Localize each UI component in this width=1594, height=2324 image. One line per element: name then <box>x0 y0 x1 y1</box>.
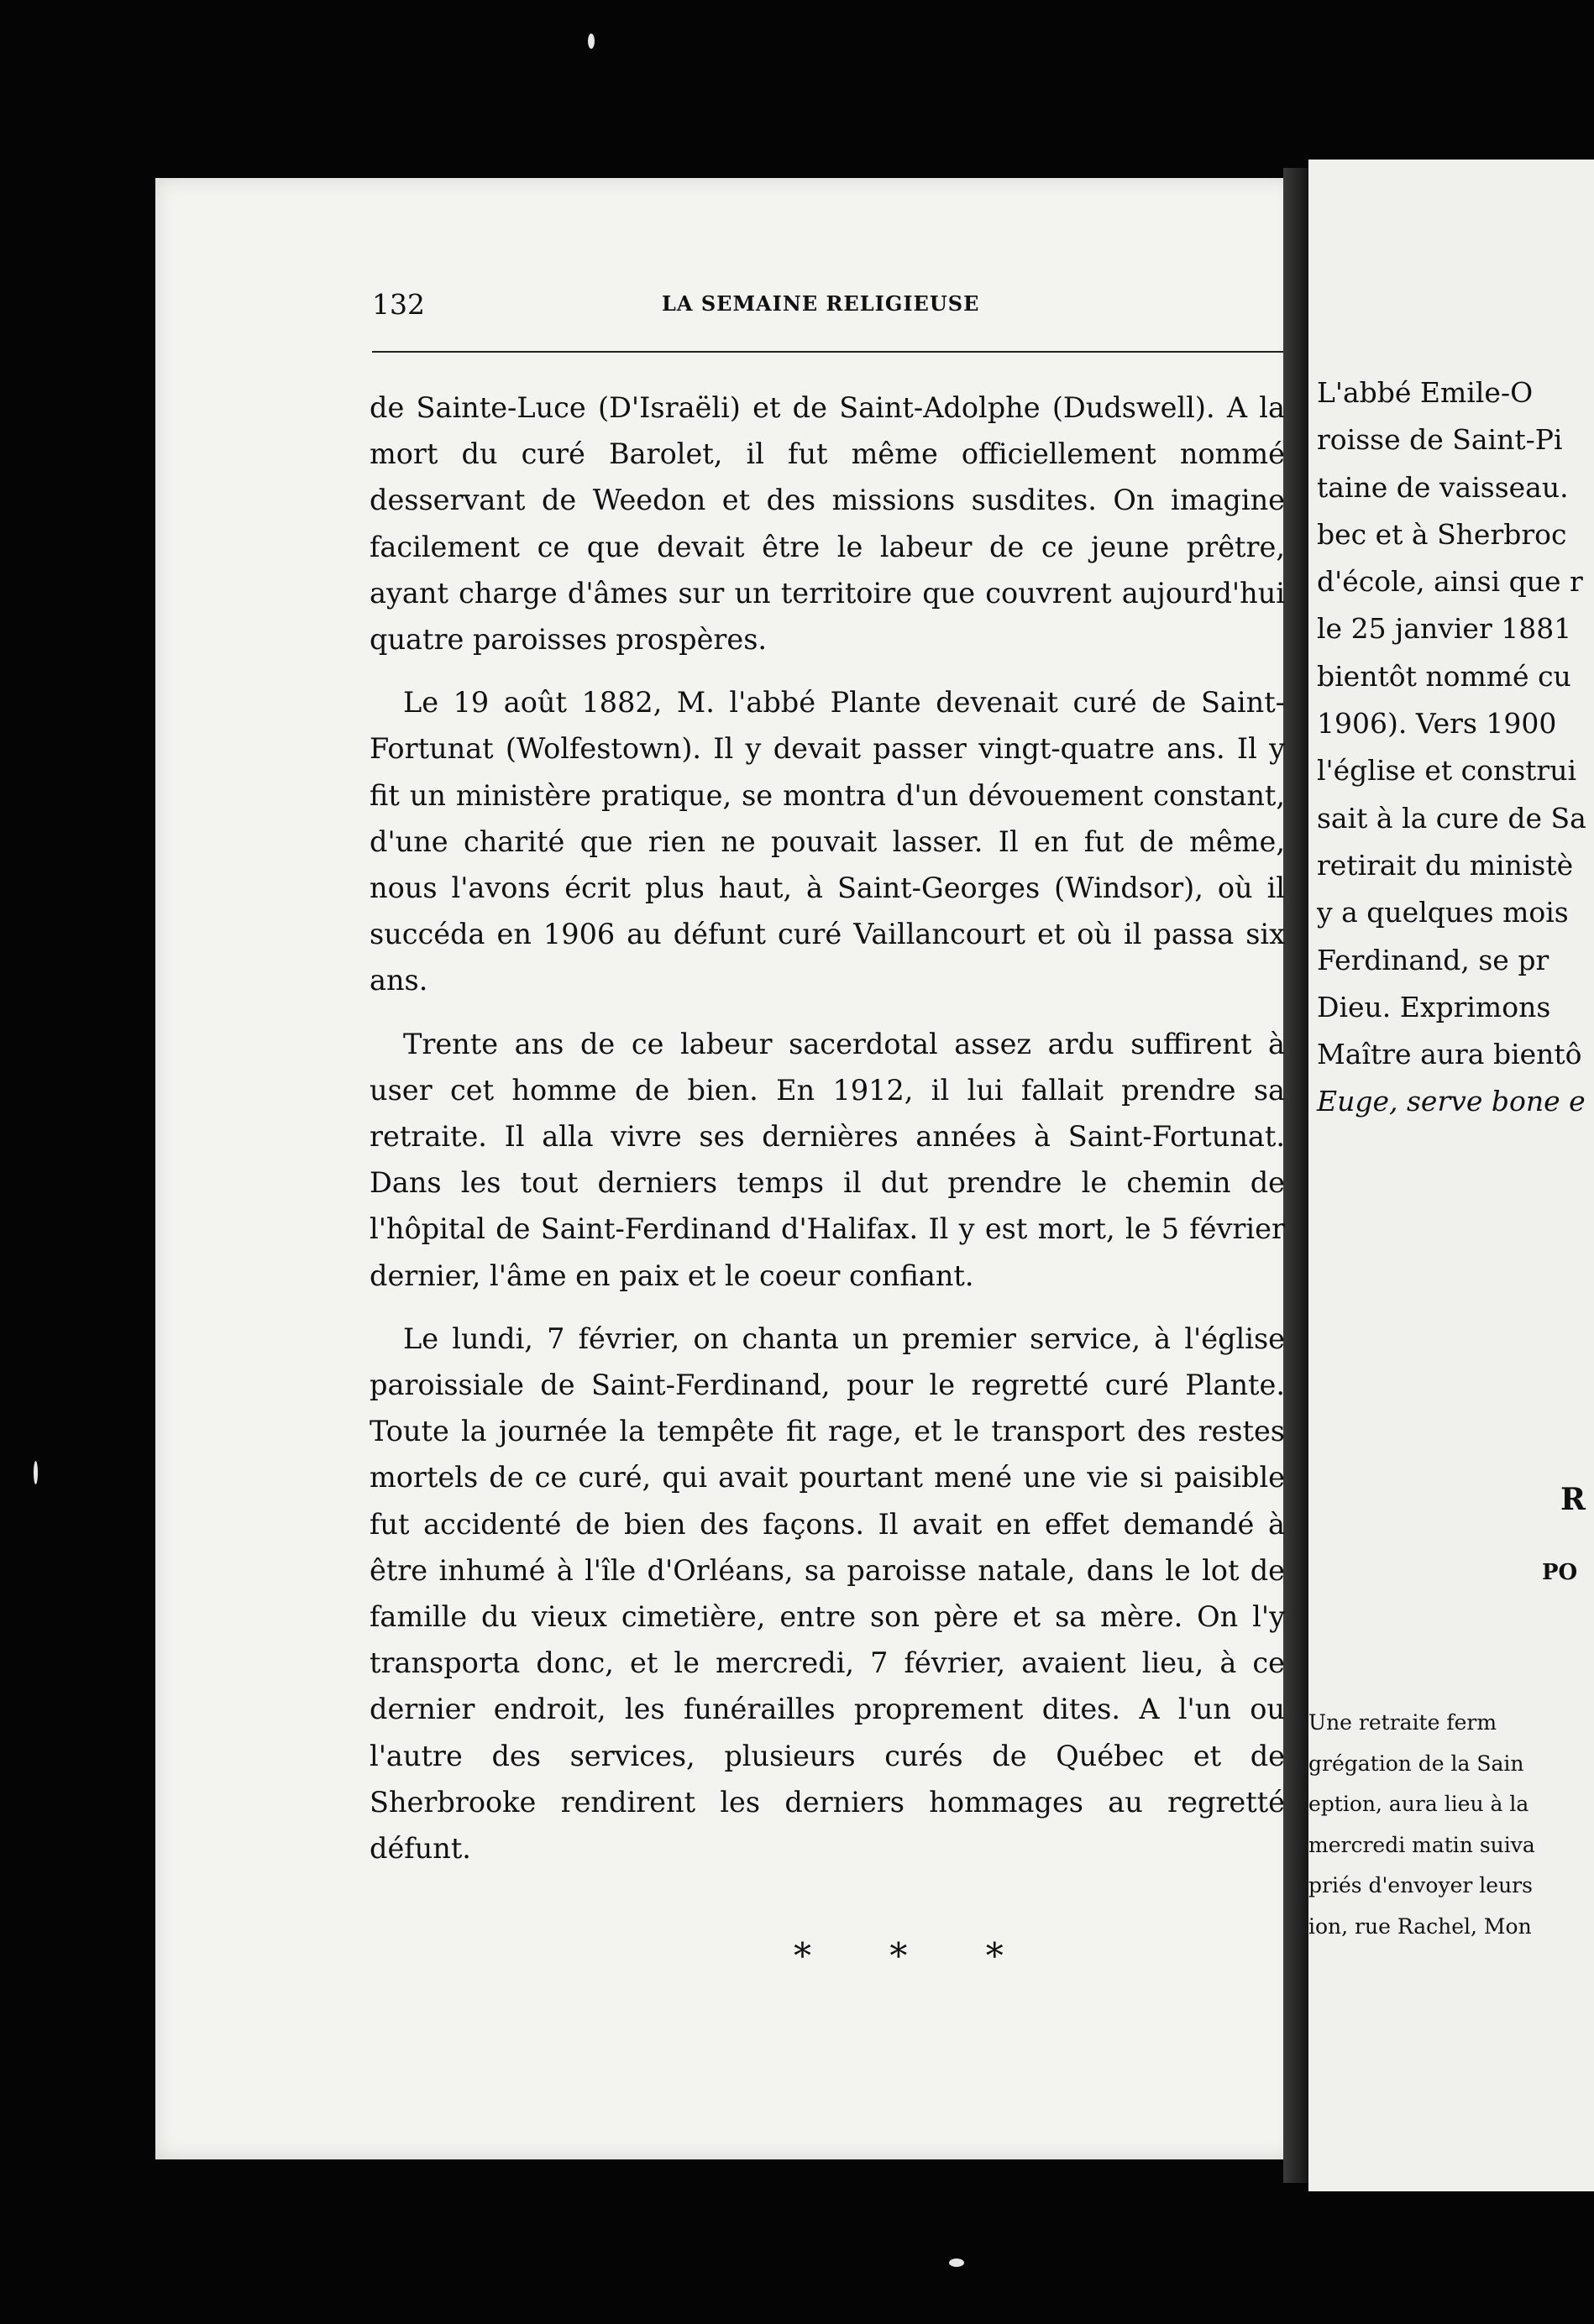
right-small-line: mercredi matin suiva <box>1308 1832 1535 1857</box>
dust-speck <box>34 1461 38 1484</box>
right-line: Maître aura bientô <box>1317 1038 1582 1071</box>
right-line: bientôt nommé cu <box>1317 659 1571 693</box>
right-line: Dieu. Exprimons <box>1317 990 1551 1023</box>
paragraph: Trente ans de ce labeur sacerdotal assez ardu suffirent à user cet homme de bien. En 1912, il lui fallait prendre sa retraite. Il alla vivre ses dernières années à Saint-Fortunat. Dans les tout derniers temps il dut prendre le chemin de l'hôpital de Saint-Ferdinand d'Halifax. Il y est mort, le 5 février dernier, l'âme en paix et le coeur confiant. <box>370 1027 1285 1292</box>
article-body <box>370 385 1285 1888</box>
right-line: l'église et construi <box>1317 754 1577 788</box>
right-line: le 25 janvier 1881 <box>1317 612 1572 646</box>
paragraph: de Sainte-Luce (D'Israëli) et de Saint-Adolphe (Dudswell). A la mort du curé Barolet, il fut même officiellement nommé desservant de Weedon et des missions susdites. On imagine facilement ce que devait être le labeur de ce jeune prêtre, ayant charge d'âmes sur un territoire que couvrent aujourd'hui quatre paroisses prospères. <box>370 391 1285 657</box>
right-line: y a quelques mois <box>1317 896 1569 929</box>
right-line: retirait du ministè <box>1317 848 1574 882</box>
right-page-text <box>1317 369 1586 1126</box>
right-line: roisse de Saint-Pi <box>1317 423 1563 457</box>
right-small-line: eption, aura lieu à la <box>1308 1792 1529 1816</box>
right-page <box>1308 160 1594 2191</box>
right-small-line: Une retraite ferm <box>1308 1710 1497 1735</box>
right-line: taine de vaisseau. <box>1317 470 1569 504</box>
right-subheading: PO <box>1542 1560 1578 1585</box>
page-number: 132 <box>372 288 425 321</box>
paragraph: Le lundi, 7 février, on chanta un premier service, à l'église paroissiale de Saint-Ferdinand, pour le regretté curé Plante. Toute la journée la tempête fit rage, et le transport des restes mortels de ce curé, qui avait pourtant mené une vie si paisible fut accidenté de bien des façons. Il avait en effet demandé à être inhumé à l'île d'Orléans, sa paroisse natale, dans le lot de famille du vieux cimetière, entre son père et sa mère. On l'y transporta donc, et le mercredi, 7 février, avaient lieu, à ce dernier endroit, les funérailles proprement dites. A l'un ou l'autre des services, plusieurs curés de Québec et de Sherbrooke rendirent les derniers hommages au regretté défunt. <box>370 1322 1285 1866</box>
right-line: Ferdinand, se pr <box>1317 943 1549 976</box>
right-notice-text <box>1308 1703 1535 1947</box>
running-title: LA SEMAINE RELIGIEUSE <box>662 291 980 316</box>
right-line: 1906). Vers 1900 <box>1317 707 1557 741</box>
right-line: sait à la cure de Sa <box>1317 801 1586 835</box>
dust-speck <box>588 34 595 49</box>
right-line: L'abbé Emile-O <box>1317 376 1534 409</box>
header-rule <box>372 351 1283 353</box>
right-line-italic: Euge, serve bone e <box>1317 1085 1586 1118</box>
running-header <box>372 288 1283 325</box>
paragraph: Le 19 août 1882, M. l'abbé Plante devenait curé de Saint-Fortunat (Wolfestown). Il y devait passer vingt-quatre ans. Il y fit un ministère pratique, se montra d'un dévouement constant, d'une charité que rien ne pouvait lasser. Il en fut de même, nous l'avons écrit plus haut, à Saint-Georges (Windsor), où il succéda en 1906 au défunt curé Vaillancourt et où il passa six ans. <box>370 686 1285 997</box>
right-small-line: priés d'envoyer leurs <box>1308 1873 1533 1897</box>
section-separator: * * * <box>794 1935 1037 1976</box>
right-line: bec et à Sherbroc <box>1317 517 1567 551</box>
right-small-line: grégation de la Sain <box>1308 1751 1524 1776</box>
dust-speck <box>949 2259 964 2267</box>
right-small-line: ion, rue Rachel, Mon <box>1308 1913 1532 1939</box>
right-line: d'école, ainsi que r <box>1317 565 1583 599</box>
right-heading: R <box>1560 1482 1586 1517</box>
